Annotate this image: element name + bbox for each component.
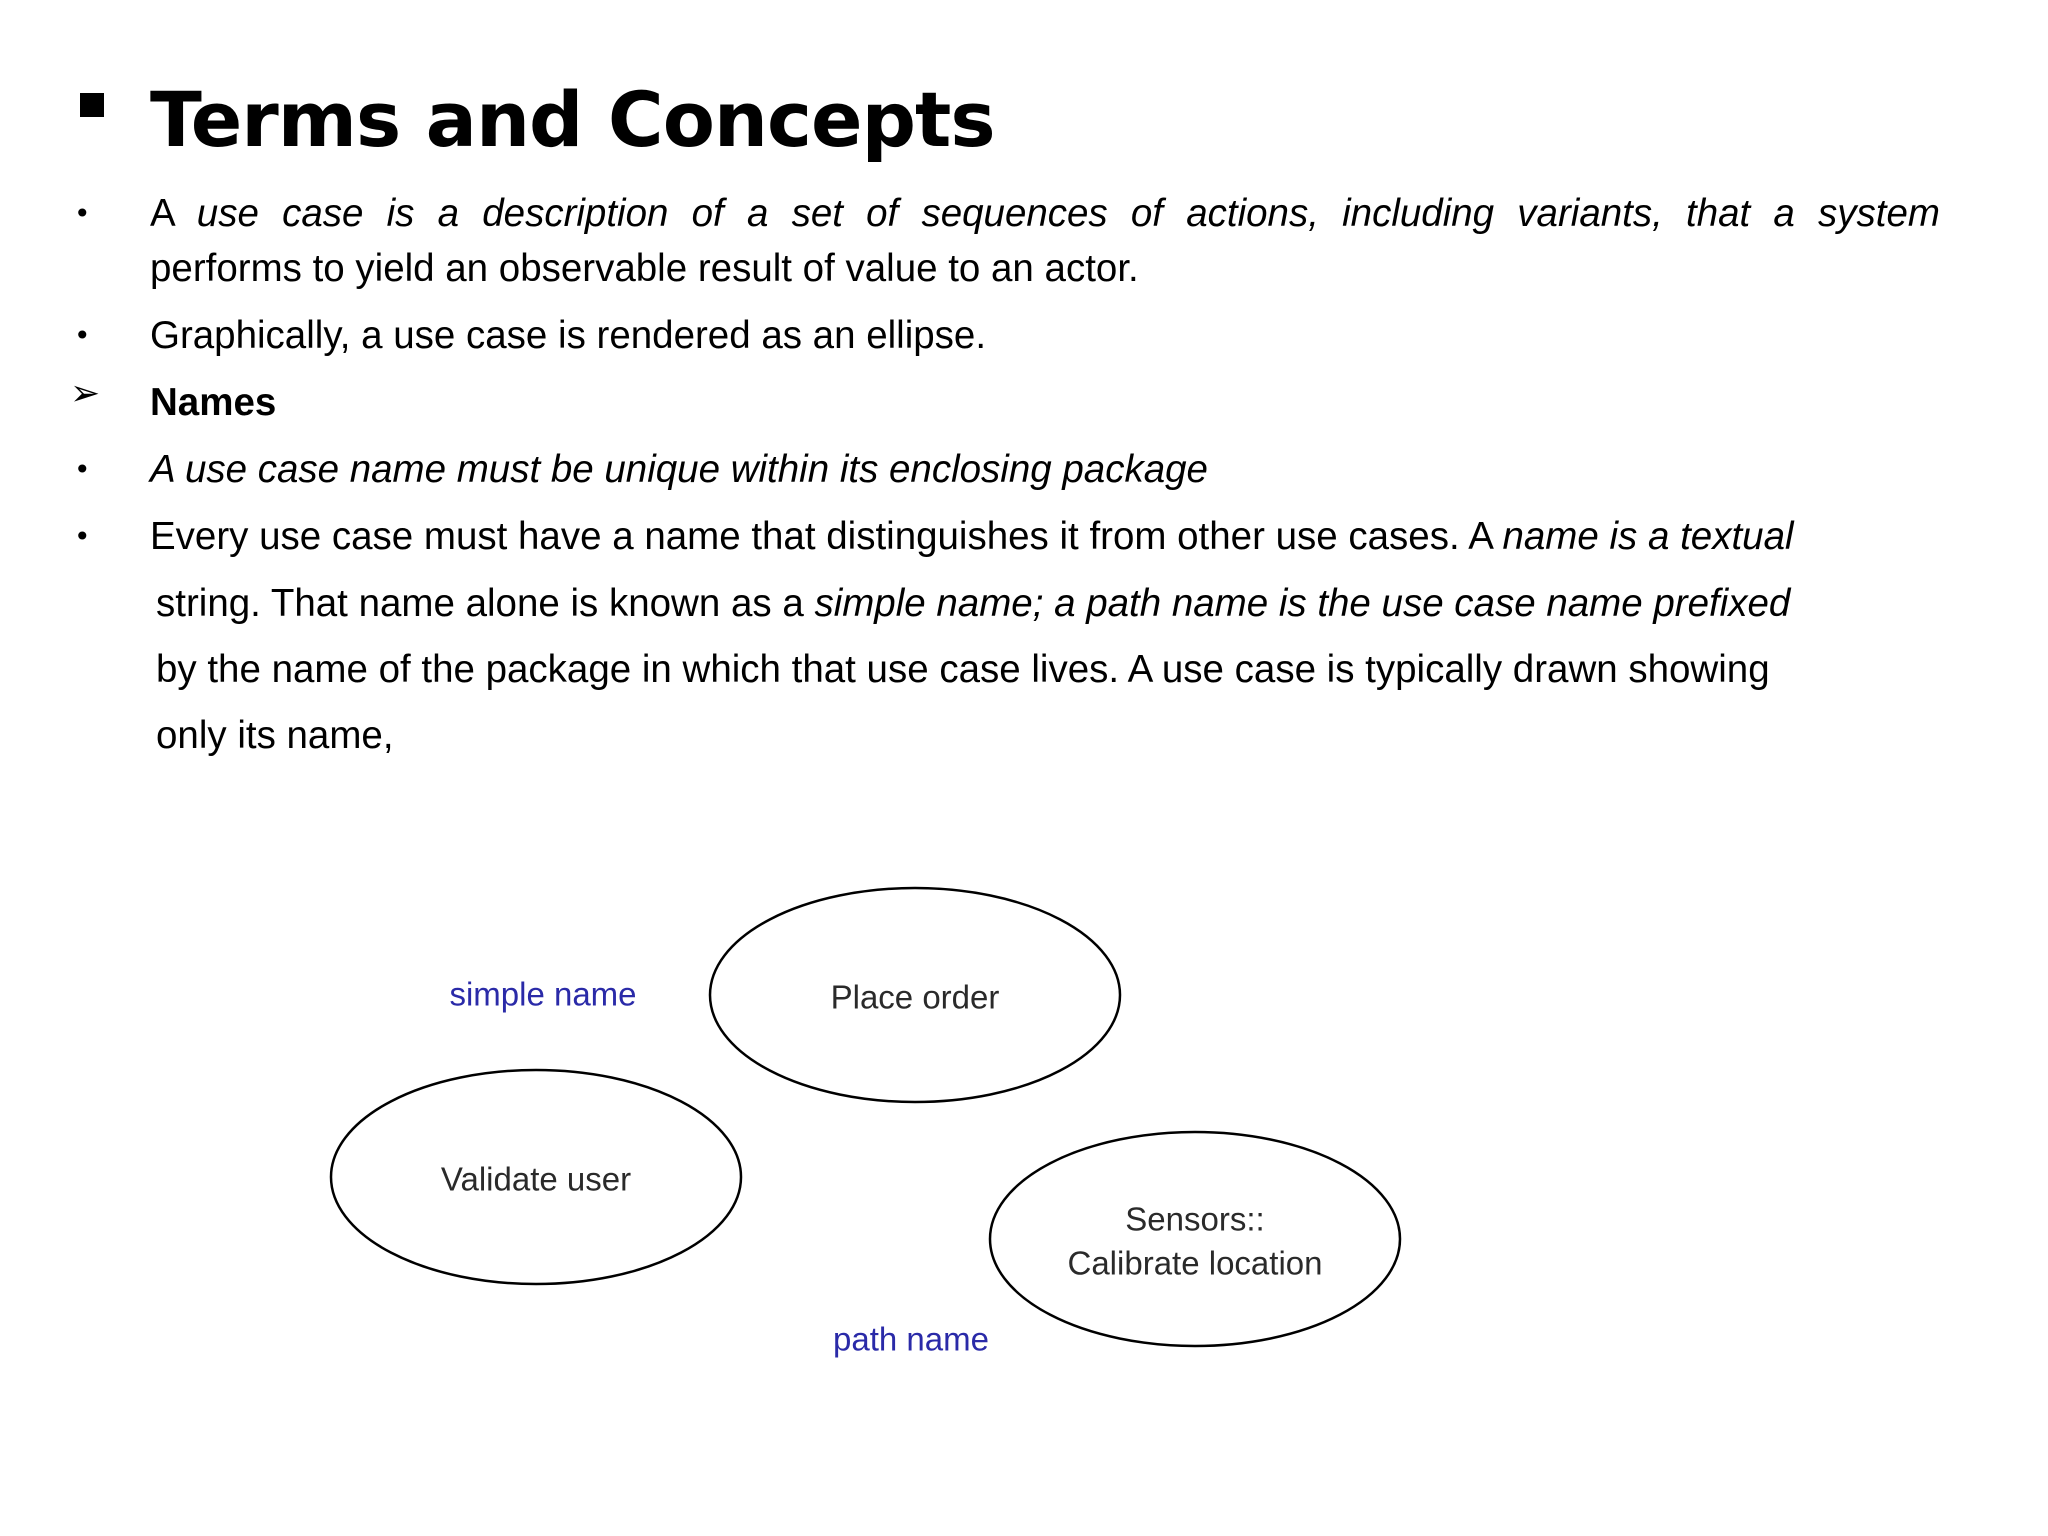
- bullet-5-line-3: by the name of the package in which that use case lives. A use case is typically drawn showing: [156, 648, 1770, 691]
- bullet-5-line-2-italic: simple name; a path name is the use case name prefixed: [814, 582, 1791, 625]
- use-case-label: Place order: [830, 978, 1000, 1016]
- path-name-annotation: path name: [833, 1320, 989, 1358]
- bullet-1-line-2: performs to yield an observable result of value to an actor.: [150, 247, 1139, 290]
- use-case-label: Validate user: [440, 1160, 632, 1198]
- bullet-1-definition: use case is a description of a set of sequences of actions, including variants, that a system: [196, 192, 1940, 235]
- bullet-dot-icon: •: [74, 453, 91, 486]
- bullet-2: Graphically, a use case is rendered as an ellipse.: [150, 314, 987, 357]
- bullet-1-prefix: A: [150, 192, 174, 235]
- bullet-5-line-2-text: string. That name alone is known as a: [156, 582, 804, 625]
- bullet-dot-icon: •: [74, 197, 91, 230]
- bullet-5-line-1-italic: name is a textual: [1502, 515, 1794, 558]
- use-case-label-line-1: Sensors::: [1125, 1200, 1265, 1238]
- use-case-validate-user: [331, 1070, 741, 1284]
- use-case-place-order: [710, 888, 1120, 1102]
- slide-title: Terms and Concepts: [150, 75, 995, 164]
- names-heading: Names: [150, 381, 277, 424]
- bullet-5-line-1-text: Every use case must have a name that distinguishes it from other use cases. A: [150, 515, 1492, 558]
- use-case-calibrate-location: [990, 1132, 1400, 1346]
- simple-name-annotation: simple name: [449, 975, 637, 1013]
- bullet-4: A use case name must be unique within its enclosing package: [150, 448, 1208, 491]
- arrow-bullet-icon: ➢: [70, 373, 101, 414]
- bullet-dot-icon: •: [74, 319, 91, 352]
- bullet-5-line-4: only its name,: [156, 714, 394, 757]
- use-case-ellipse: [990, 1132, 1400, 1346]
- use-case-label-line-2: Calibrate location: [1067, 1244, 1323, 1282]
- bullet-dot-icon: •: [74, 520, 91, 553]
